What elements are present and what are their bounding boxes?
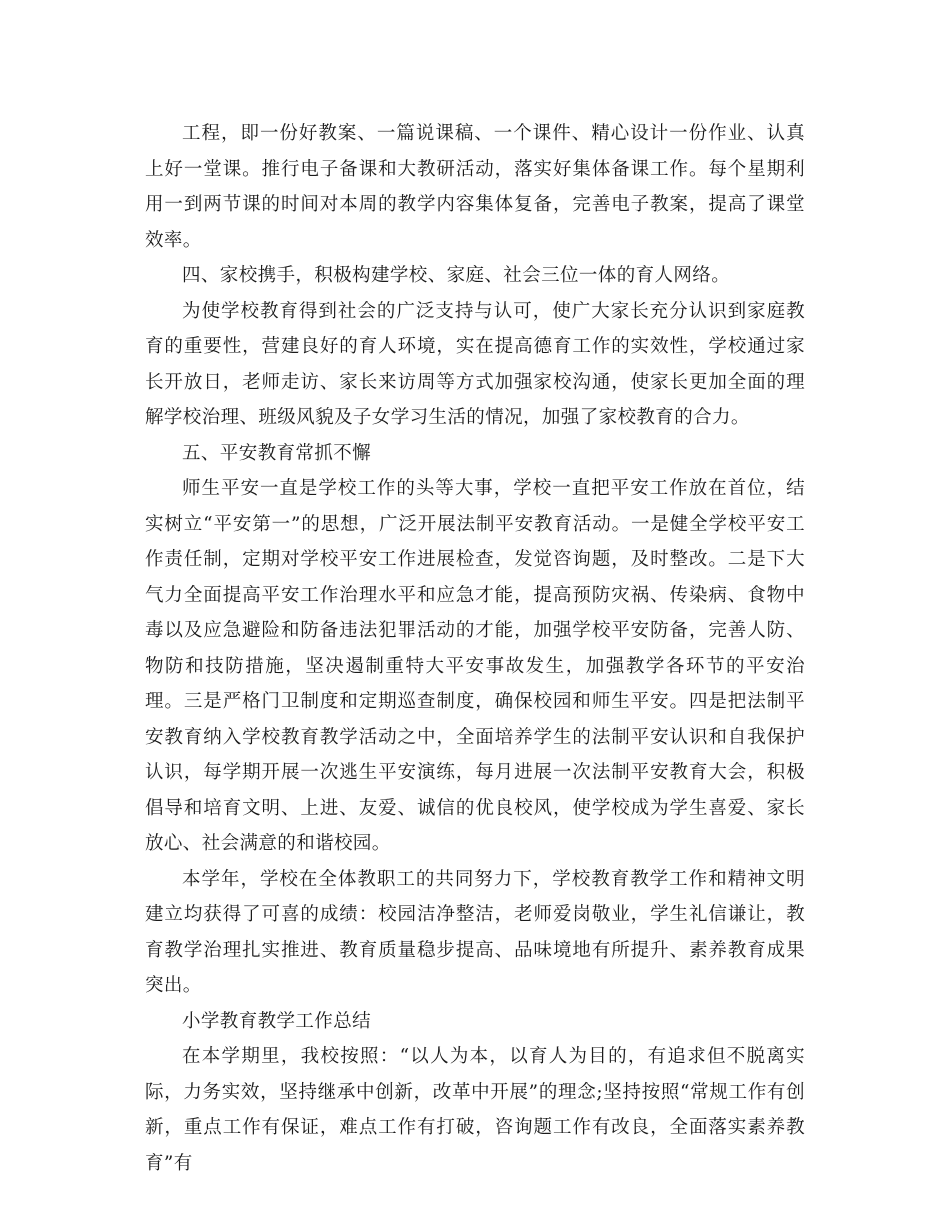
paragraph-semester-intro: 在本学期里，我校按照：“以人为本，以育人为目的，有追求但不脱离实际，力务实效，坚持继承中创新，改革中开展”的理念;坚持按照“常规工作有创新，重点工作有保证，难点工作有打破，咨询题工作有改良，全面落实素养教育”有 — [145, 1046, 805, 1174]
paragraph-safety-education: 师生平安一直是学校工作的头等大事，学校一直把平安工作放在首位，结实树立“平安第一”的思想，广泛开展法制平安教育活动。一是健全学校平安工作责任制，定期对学校平安工作进展检查，发觉咨询题，及时整改。二是下大气力全面提高平安工作治理水平和应急才能，提高预防灾祸、传染病、食物中毒以及应急避险和防备违法犯罪活动的才能，加强学校平安防备，完善人防、物防和技防措施，坚决遏制重特大平安事故发生，加强教学各环节的平安治理。三是严格门卫制度和定期巡查制度，确保校园和师生平安。四是把法制平安教育纳入学校教育教学活动之中，全面培养学生的法制平安认识和自我保护认识，每学期开展一次逃生平安演练，每月进展一次法制平安教育大会，积极倡导和培育文明、上进、友爱、诚信的优良校风，使学校成为学生喜爱、家长放心、社会满意的和谐校园。 — [145, 478, 805, 854]
paragraph-home-school: 为使学校教育得到社会的广泛支持与认可，使广大家长充分认识到家庭教育的重要性，营建良好的育人环境，实在提高德育工作的实效性，学校通过家长开放日，老师走访、家长来访周等方式加强家校沟通，使家长更加全面的理解学校治理、班级风貌及子女学习生活的情况，加强了家校教育的合力。 — [145, 300, 805, 428]
paragraph-lesson-prep: 工程，即一份好教案、一篇说课稿、一个课件、精心设计一份作业、认真上好一堂课。推行电子备课和大教研活动，落实好集体备课工作。每个星期利用一到两节课的时间对本周的教学内容集体复备，完善电子教案，提高了课堂效率。 — [145, 123, 805, 251]
heading-safety-education: 五、平安教育常抓不懈 — [182, 442, 372, 464]
document-body — [145, 116, 805, 1181]
paragraph-year-summary: 本学年，学校在全体教职工的共同努力下，学校教育教学工作和精神文明建立均获得了可喜的成绩：校园洁净整洁，老师爱岗敬业，学生礼信谦让，教育教学治理扎实推进、教育质量稳步提高、品味境地有所提升、素养教育成果突出。 — [145, 868, 805, 996]
heading-home-school: 四、家校携手，积极构建学校、家庭、社会三位一体的育人网络。 — [182, 265, 731, 286]
heading-primary-summary: 小学教育教学工作总结 — [182, 1010, 372, 1032]
